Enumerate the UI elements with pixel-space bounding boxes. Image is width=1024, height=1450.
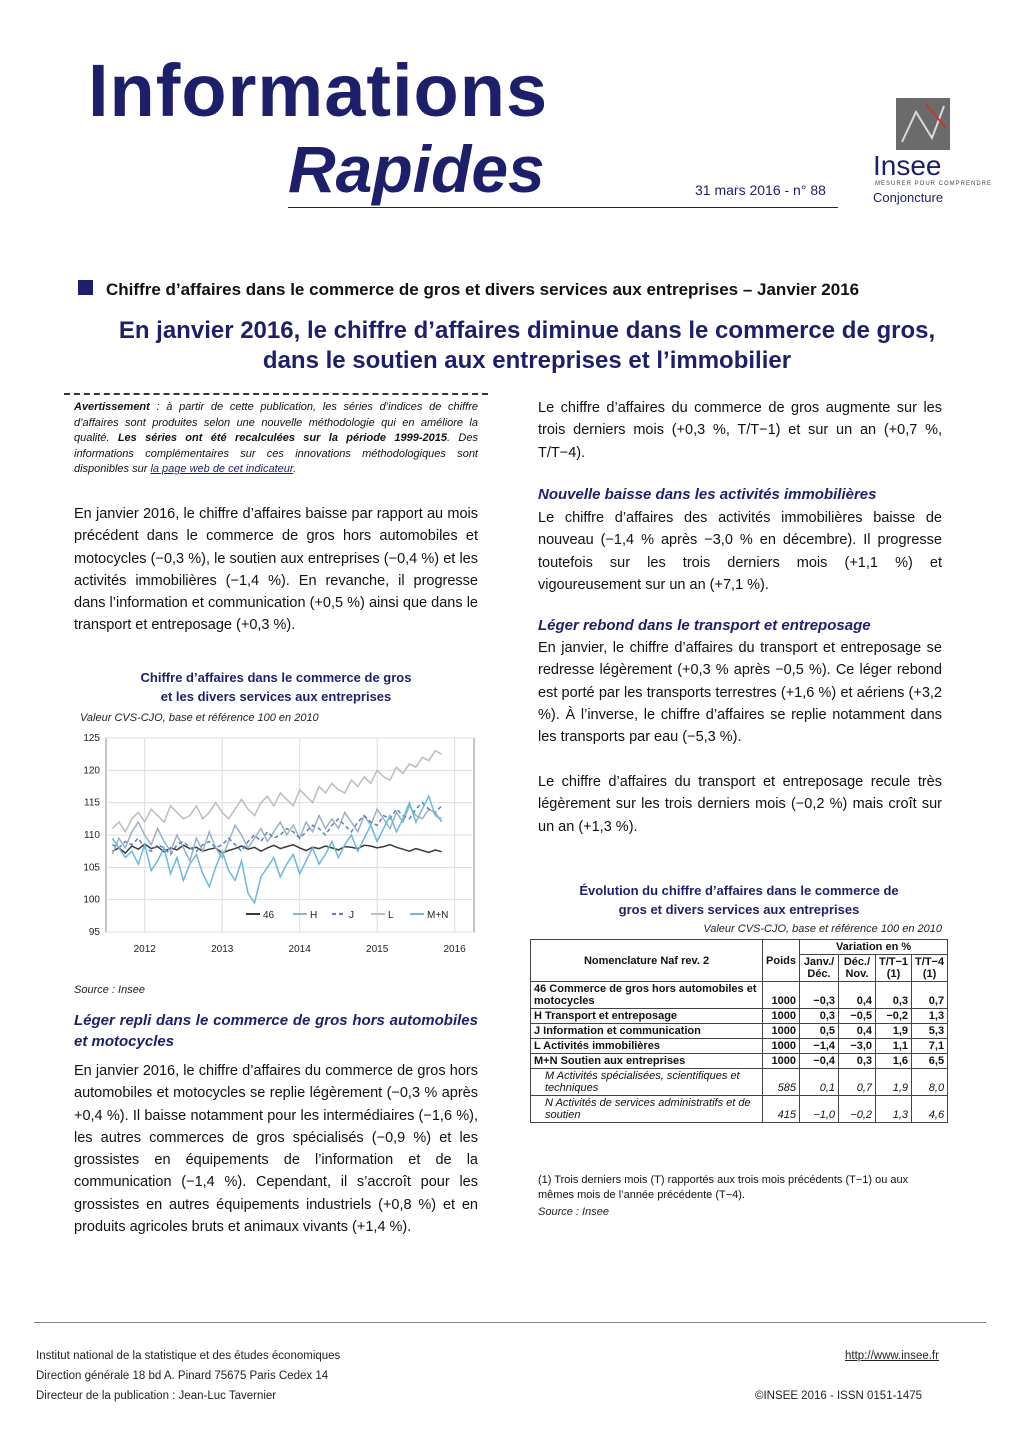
- footer-address: Direction générale 18 bd A. Pinard 75675 Paris Cedex 14: [36, 1370, 329, 1382]
- table-row-value: 1,1: [876, 1039, 912, 1054]
- warning-note: [74, 400, 478, 478]
- warning-label: Avertissement: [74, 401, 150, 413]
- table-row-poids: 415: [763, 1096, 800, 1123]
- chart-note: Valeur CVS-CJO, base et référence 100 en 2010: [80, 712, 319, 724]
- footer-institution: Institut national de la statistique et des études économiques: [36, 1350, 341, 1362]
- table-header-t-t4: T/T−4 (1): [912, 955, 948, 982]
- x-tick-label: 2015: [366, 944, 389, 955]
- right-paragraph-2: Le chiffre d’affaires des activités immobilières baisse de nouveau (−1,4 % après −3,0 % en décembre). Il progresse toutefois sur les trois derniers mois (+1,1 %) et vigoureusement sur un an (+7,1 %).: [538, 510, 942, 593]
- table-footnote: (1) Trois derniers mois (T) rapportés aux trois mois précédents (T−1) ou aux mêmes mois de l’année précédente (T−4).: [538, 1174, 909, 1201]
- table-row-poids: 1000: [763, 982, 800, 1009]
- y-tick-label: 95: [88, 927, 100, 938]
- table-header-janv-dec: Janv./ Déc.: [800, 955, 839, 982]
- footer-divider: [34, 1322, 986, 1323]
- x-tick-label: 2012: [133, 944, 156, 955]
- table-row-label: 46 Commerce de gros hors automobiles et motocycles: [531, 982, 763, 1009]
- table-row-label: N Activités de services administratifs et de soutien: [531, 1096, 763, 1123]
- warning-bold: Les séries ont été recalculées sur la période 1999-2015: [117, 432, 448, 444]
- table-row-value: 0,5: [800, 1024, 839, 1039]
- table-row: [531, 1054, 948, 1069]
- chart-source: Source : Insee: [74, 984, 145, 996]
- y-tick-label: 115: [84, 797, 100, 809]
- footer-copyright: ©INSEE 2016 - ISSN 0151-1475: [755, 1390, 923, 1402]
- legend-label: J: [349, 910, 354, 921]
- left-paragraph-2: En janvier 2016, le chiffre d’affaires du commerce de gros hors automobiles et motocycles se replie légèrement (−0,3 % après +0,4 %). Il baisse notamment pour les intermédiaires (−1,6 %), les autres commerces de gros spécialisés (−0,9 %) et les grossistes en équipements de l’information et de la communication (−1,4 %). Cependant, il s’accroît pour les grossistes en autres équipements industriels (+0,8 %) et en produits agricoles bruts et animaux vivants (+1,4 %).: [74, 1063, 478, 1236]
- left-paragraph-1: En janvier 2016, le chiffre d’affaires baisse par rapport au mois précédent dans le commerce de gros hors automobiles et motocycles (−0,3 %), le soutien aux entreprises (−0,4 %) et les activités immobilières (−1,4 %). En revanche, il progresse dans l’information et communication (+0,5 %) ainsi que dans le transport et entreposage (+0,3 %).: [74, 506, 478, 634]
- table-row-poids: 1000: [763, 1039, 800, 1054]
- header-divider: [288, 207, 838, 208]
- warning-divider: [64, 393, 488, 395]
- insee-logo-icon: [896, 98, 950, 150]
- legend-label: 46: [263, 910, 275, 921]
- left-heading-2: Léger repli dans le commerce de gros hors automobiles et motocycles: [74, 1012, 478, 1050]
- table-row-value: −0,2: [839, 1096, 876, 1123]
- data-table: [530, 939, 948, 1123]
- masthead-subtitle: Rapides: [288, 132, 545, 206]
- table-row-value: −0,4: [800, 1054, 839, 1069]
- variation-table: [530, 939, 948, 1123]
- issue-date: 31 mars 2016 - n° 88: [695, 182, 826, 198]
- insee-logo-tagline: MESURER POUR COMPRENDRE: [875, 181, 993, 187]
- masthead-title: Informations: [88, 49, 549, 132]
- y-tick-label: 110: [84, 830, 100, 841]
- table-row-value: 7,1: [912, 1039, 948, 1054]
- table-row-value: 0,7: [839, 1069, 876, 1096]
- table-row-label: M+N Soutien aux entreprises: [531, 1054, 763, 1069]
- footer-director: Directeur de la publication : Jean-Luc Tavernier: [36, 1390, 277, 1402]
- kicker: Chiffre d’affaires dans le commerce de gros et divers services aux entreprises – Janvier 2016: [106, 280, 860, 299]
- x-tick-label: 2013: [211, 944, 234, 955]
- headline-line-2: dans le soutien aux entreprises et l’immobilier: [262, 347, 792, 374]
- table-row-value: −0,2: [876, 1009, 912, 1024]
- table-source: Source : Insee: [538, 1206, 609, 1218]
- table-row-value: −1,0: [800, 1096, 839, 1123]
- table-row: [531, 1039, 948, 1054]
- legend-label: L: [388, 910, 394, 921]
- table-row-value: 1,9: [876, 1069, 912, 1096]
- x-tick-label: 2016: [443, 944, 466, 955]
- legend-label: H: [310, 910, 318, 921]
- table-header-nomenclature: Nomenclature Naf rev. 2: [531, 940, 763, 982]
- table-row-poids: 1000: [763, 1054, 800, 1069]
- indicator-web-link[interactable]: la page web de cet indicateur: [150, 463, 294, 475]
- legend-label: M+N: [427, 910, 449, 921]
- table-row-value: 0,3: [800, 1009, 839, 1024]
- table-row-label: L Activités immobilières: [531, 1039, 763, 1054]
- table-row-value: 8,0: [912, 1069, 948, 1096]
- table-header-t-t1: T/T−1 (1): [876, 955, 912, 982]
- table-row-value: −1,4: [800, 1039, 839, 1054]
- table-row-poids: 1000: [763, 1024, 800, 1039]
- table-row: [531, 1096, 948, 1123]
- table-row-value: 1,3: [912, 1009, 948, 1024]
- table-row-value: 1,3: [876, 1096, 912, 1123]
- table-header-variation: Variation en %: [800, 940, 948, 955]
- table-row-value: −0,5: [839, 1009, 876, 1024]
- right-heading-1: Nouvelle baisse dans les activités immobilières: [538, 486, 877, 503]
- table-row-value: 0,7: [912, 982, 948, 1009]
- table-row: [531, 1009, 948, 1024]
- warning-text-2: . Des informations complémentaires sur ces innovations méthodologiques sont disponibles sur: [74, 432, 478, 475]
- table-row-poids: 1000: [763, 1009, 800, 1024]
- table-row-poids: 585: [763, 1069, 800, 1096]
- table-header-poids: Poids: [763, 940, 800, 982]
- warning-end: .: [293, 463, 297, 475]
- table-row-label: M Activités spécialisées, scientifiques et techniques: [531, 1069, 763, 1096]
- table-row-value: −0,3: [800, 982, 839, 1009]
- table-row-value: 0,3: [876, 982, 912, 1009]
- table-row-value: 1,6: [876, 1054, 912, 1069]
- table-header-dec-nov: Déc./ Nov.: [839, 955, 876, 982]
- kicker-square-icon: [78, 280, 93, 295]
- table-row-label: J Information et communication: [531, 1024, 763, 1039]
- table-title-line-2: gros et divers services aux entreprises: [618, 902, 860, 917]
- table-note: Valeur CVS-CJO, base et référence 100 en 2010: [703, 923, 942, 935]
- y-tick-label: 100: [83, 894, 100, 906]
- footer-insee-link[interactable]: http://www.insee.fr: [845, 1350, 939, 1362]
- right-paragraph-3: En janvier, le chiffre d’affaires du transport et entreposage se redresse légèrement (+0,3 % après −0,5 %). Ce léger rebond est porté par les transports terrestres (+1,6 %) et aériens (+3,2 %). À l’inverse, le chiffre d’affaires se replie notamment dans les transports par eau (−5,3 %).: [538, 640, 942, 746]
- table-row-value: 6,5: [912, 1054, 948, 1069]
- warning-text: : à partir de cette publication, les séries d’indices de chiffre d’affaires sont produites selon une nouvelle méthodologie qui en améliore la qualité.: [74, 401, 478, 444]
- insee-logo-text: Insee: [873, 150, 942, 181]
- table-row: [531, 982, 948, 1009]
- right-paragraph-1: Le chiffre d’affaires du commerce de gros augmente sur les trois derniers mois (+0,3 %, T/T−1) et sur un an (+0,7 %, T/T−4).: [538, 400, 942, 461]
- table-row-label: H Transport et entreposage: [531, 1009, 763, 1024]
- table-row-value: 1,9: [876, 1024, 912, 1039]
- x-tick-label: 2014: [288, 944, 311, 955]
- headline-line-1: En janvier 2016, le chiffre d’affaires diminue dans le commerce de gros,: [118, 317, 936, 344]
- chart-title-line-1: Chiffre d’affaires dans le commerce de gros: [140, 670, 412, 685]
- line-chart: [70, 728, 482, 960]
- table-row-value: 0,4: [839, 982, 876, 1009]
- y-tick-label: 125: [83, 733, 100, 744]
- table-row-value: −3,0: [839, 1039, 876, 1054]
- table-row: [531, 1024, 948, 1039]
- table-row-value: 4,6: [912, 1096, 948, 1123]
- table-row-value: 0,4: [839, 1024, 876, 1039]
- chart-title-line-2: et les divers services aux entreprises: [160, 689, 392, 704]
- insee-logo-subtitle: Conjoncture: [873, 190, 944, 205]
- y-tick-label: 120: [83, 765, 100, 777]
- y-tick-label: 105: [83, 862, 100, 874]
- table-title-line-1: Évolution du chiffre d’affaires dans le commerce de: [579, 883, 899, 898]
- table-row: [531, 1069, 948, 1096]
- right-paragraph-4: Le chiffre d’affaires du transport et entreposage recule très légèrement sur les trois derniers mois (−0,2 %) mais croît sur un an (+1,3 %).: [538, 774, 942, 835]
- table-row-value: 0,3: [839, 1054, 876, 1069]
- right-heading-2: Léger rebond dans le transport et entreposage: [538, 617, 871, 634]
- table-row-value: 0,1: [800, 1069, 839, 1096]
- table-row-value: 5,3: [912, 1024, 948, 1039]
